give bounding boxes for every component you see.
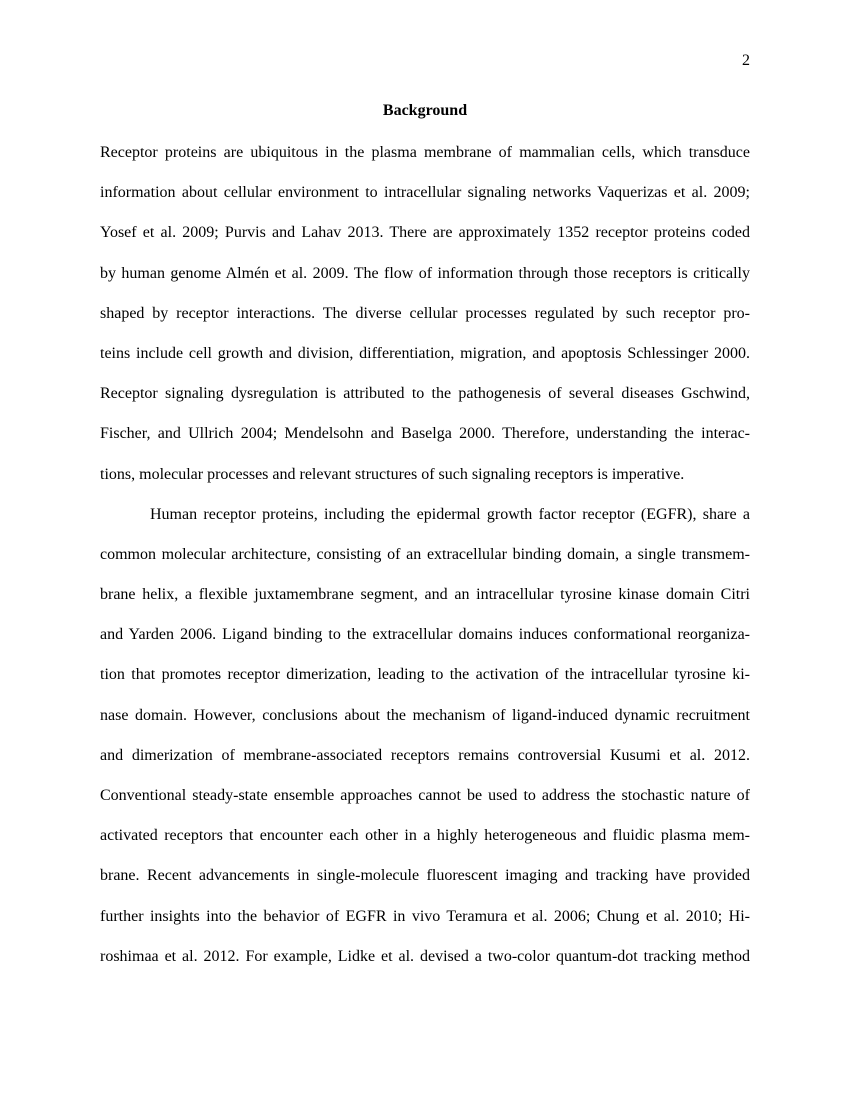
- text-line: activated receptors that encounter each other in a highly heterogeneous and fluidic plasma mem-: [100, 827, 750, 845]
- paragraph-2: [100, 495, 750, 977]
- text-line: shaped by receptor interactions. The diverse cellular processes regulated by such receptor pro-: [100, 304, 750, 322]
- text-line: brane. Recent advancements in single-molecule fluorescent imaging and tracking have provided: [100, 867, 750, 885]
- text-line: Fischer, and Ullrich 2004; Mendelsohn and Baselga 2000. Therefore, understanding the interac-: [100, 425, 750, 443]
- page-number: 2: [742, 52, 750, 69]
- text-line: Conventional steady-state ensemble approaches cannot be used to address the stochastic nature of: [100, 787, 750, 804]
- text-line: further insights into the behavior of EGFR in vivo Teramura et al. 2006; Chung et al. 2010; Hi-: [100, 907, 750, 925]
- section-heading: Background: [382, 102, 468, 119]
- text-line: brane helix, a flexible juxtamembrane segment, and an intracellular tyrosine kinase domain Citri: [100, 586, 750, 604]
- text-line: and dimerization of membrane-associated receptors remains controversial Kusumi et al. 2012.: [100, 746, 750, 764]
- text-line: Human receptor proteins, including the epidermal growth factor receptor (EGFR), share a: [150, 505, 750, 523]
- text-line: and Yarden 2006. Ligand binding to the extracellular domains induces conformational reorganiza-: [100, 626, 750, 644]
- text-line: tions, molecular processes and relevant structures of such signaling receptors is imperative.: [100, 465, 685, 483]
- body-text: [100, 133, 750, 977]
- text-line: Yosef et al. 2009; Purvis and Lahav 2013. There are approximately 1352 receptor proteins coded: [100, 224, 750, 242]
- paragraph-1: [100, 133, 750, 495]
- text-line: teins include cell growth and division, differentiation, migration, and apoptosis Schlessinger 2000.: [100, 344, 750, 362]
- text-line: common molecular architecture, consisting of an extracellular binding domain, a single transmem-: [100, 545, 750, 563]
- text-line: tion that promotes receptor dimerization, leading to the activation of the intracellular tyrosine ki-: [100, 666, 750, 684]
- text-line: information about cellular environment to intracellular signaling networks Vaquerizas et al. 2009;: [100, 184, 750, 202]
- text-line: roshimaa et al. 2012. For example, Lidke et al. devised a two-color quantum-dot tracking method: [100, 947, 750, 965]
- text-line: by human genome Almén et al. 2009. The flow of information through those receptors is critically: [100, 264, 750, 282]
- text-line: Receptor signaling dysregulation is attributed to the pathogenesis of several diseases Gschwind,: [100, 385, 750, 403]
- text-line: Receptor proteins are ubiquitous in the plasma membrane of mammalian cells, which transduce: [100, 144, 750, 161]
- text-line: nase domain. However, conclusions about the mechanism of ligand-induced dynamic recruitment: [100, 706, 750, 724]
